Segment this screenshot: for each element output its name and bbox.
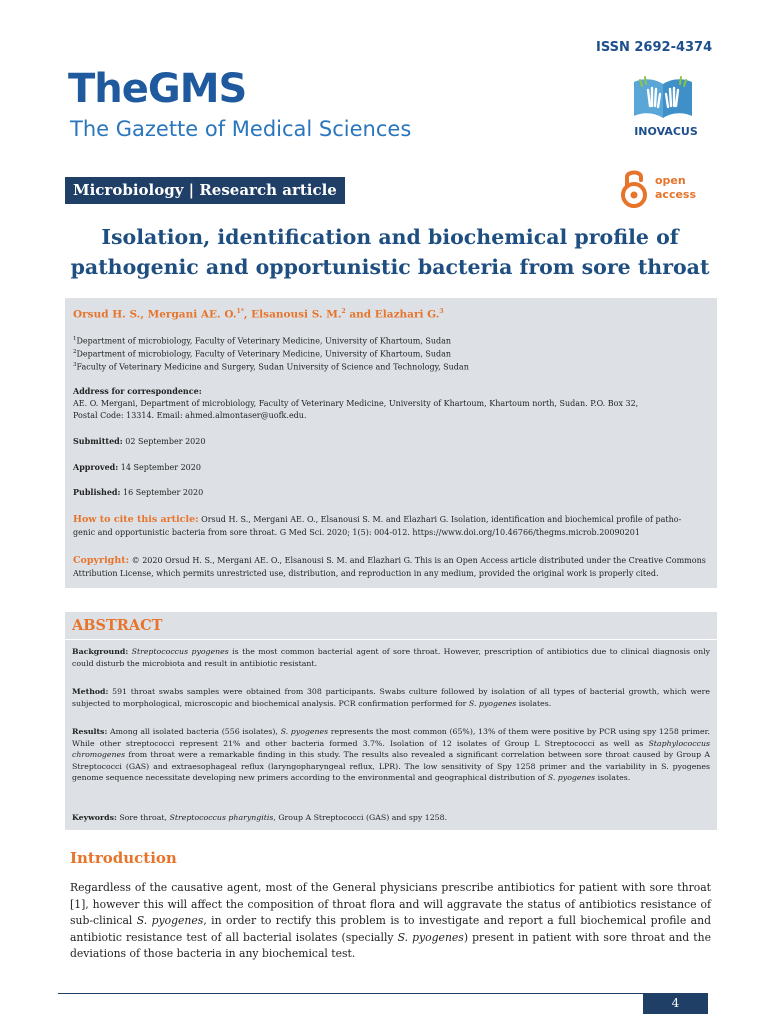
copyright-block	[73, 554, 709, 580]
introduction-heading: Introduction	[70, 849, 177, 867]
correspondence-line-1: AE. O. Mergani, Department of microbiology, Faculty of Veterinary Medicine, University of Khartoum, Khartoum north, Sudan. P.O. Box 32,	[73, 399, 639, 408]
intro-text-2: , in order to rectify this problem is to investigate and report a full biochemical profile and antibiotic resistance test of all bacterial isolates (specially	[70, 914, 711, 944]
journal-subtitle: The Gazette of Medical Sciences	[70, 117, 412, 141]
open-access-text	[655, 174, 696, 202]
copyright-line-2: Attribution License, which permits unrestricted use, distribution, and reproduction in any medium, provided the original work is properly cited.	[73, 569, 659, 578]
abstract-heading: ABSTRACT	[72, 617, 163, 634]
copyright-line-1	[73, 554, 709, 567]
method-end: isolates.	[516, 698, 552, 708]
keywords-label: Keywords:	[72, 813, 117, 822]
published-date	[73, 487, 203, 497]
approved-date	[73, 462, 201, 472]
affiliation-2-sup: 2	[73, 349, 77, 355]
results-end: isolates.	[595, 773, 631, 783]
results-text-3: from throat were a remarkable finding in this study. The results also revealed a significant correlation between sore throat caused by Group A Streptococci (GAS) and extraesophageal reflux (laryngopharyngeal reflux, LPR). The low sensitivity of Spy 1258 primer and the variability in S. pyogenes genome sequence necessitate developing new primers according to the environmental and geographical distribution of	[72, 750, 710, 783]
submitted-label: Submitted:	[73, 436, 123, 446]
affiliation-3-sup: 3	[73, 362, 77, 368]
abstract-results	[72, 726, 710, 784]
footer-divider	[58, 993, 708, 994]
approved-label: Approved:	[73, 462, 119, 472]
results-italic-3: S. pyogenes	[547, 773, 596, 783]
affiliation-2	[73, 349, 451, 359]
article-metadata-box	[65, 298, 717, 588]
open-lock-icon	[621, 168, 647, 208]
method-label: Method:	[72, 687, 109, 696]
results-italic-2: Staphylococcus chromogenes	[72, 738, 710, 760]
introduction-paragraph	[70, 880, 711, 963]
affiliation-2-text: Department of microbiology, Faculty of Veterinary Medicine, University of Khartoum, Sudan	[76, 349, 452, 359]
article-title-line-2: pathogenic and opportunistic bacteria from sore throat	[70, 255, 710, 279]
citation-line-1	[73, 513, 709, 526]
correspondence-label: Address for correspondence:	[73, 386, 202, 396]
intro-italic-1: S. pyogenes	[136, 914, 204, 927]
published-value: 16 September 2020	[120, 488, 204, 497]
author-3: and Elazhari G.	[345, 308, 440, 321]
author-list	[73, 308, 444, 321]
affiliation-3	[73, 362, 469, 372]
affiliation-1-sup: 1	[73, 336, 77, 342]
citation-label: How to cite this article:	[73, 514, 199, 525]
copyright-label: Copyright:	[73, 555, 130, 566]
affiliation-3-text: Faculty of Veterinary Medicine and Surgery, Sudan University of Science and Technology, Sudan	[76, 362, 469, 372]
method-text: 591 throat swabs samples were obtained from 308 participants. Swabs culture followed by isolation of all types of bacterial growth, which were subjected to morphological, microscopic and biochemical analysis. PCR confirmation performed for	[72, 687, 710, 708]
intro-text-1: Regardless of the causative agent, most of the General physicians prescribe antibiotics for patient with sore throat [1], however this will affect the composition of throat flora and will aggravate the status of antibiotics resistance of sub-clinical	[70, 881, 711, 927]
abstract-divider	[65, 639, 717, 640]
journal-logo-text: TheGMS	[68, 66, 247, 112]
background-label: Background:	[72, 647, 129, 656]
submitted-value: 02 September 2020	[122, 437, 206, 446]
open-access-logo	[621, 168, 707, 208]
affiliation-1-text: Department of microbiology, Faculty of Veterinary Medicine, University of Khartoum, Sudan	[76, 336, 452, 346]
method-italic: S. pyogenes	[468, 698, 517, 708]
results-label: Results:	[72, 727, 108, 736]
article-title-line-1: Isolation, identification and biochemical profile of	[101, 225, 679, 249]
background-text: is the most common bacterial agent of sore throat. However, prescription of antibiotics due to clinical diagnosis only could disturb the microbiota and result in antibiotic resistant.	[72, 647, 710, 668]
open-access-line-1: open	[655, 174, 686, 187]
abstract-box	[65, 612, 717, 830]
approved-value: 14 September 2020	[118, 463, 201, 472]
author-1: Orsud H. S., Mergani AE. O.	[73, 308, 237, 321]
abstract-method	[72, 686, 710, 709]
author-3-sup: 3	[439, 308, 444, 315]
open-access-line-2: access	[655, 188, 697, 201]
background-italic: Streptococcus pyogenes	[128, 647, 229, 656]
abstract-keywords	[72, 812, 710, 824]
affiliation-1	[73, 336, 451, 346]
page-number: 4	[643, 993, 708, 1014]
intro-italic-2: S. pyogenes	[397, 930, 464, 944]
author-2-sup: 2	[341, 308, 346, 315]
publisher-logo-icon	[632, 70, 694, 120]
keywords-italic: Streptococcus pharyngitis	[169, 813, 274, 822]
citation-block	[73, 513, 709, 539]
results-text-2: represents the most common (65%), 13% of them were positive by PCR using spy 1258 primer. While other streptococci represent 21% and other bacteria formed 3.7%. Isolation of 12 isolates of Group L Streptococci as well as	[72, 727, 711, 748]
results-italic-1: S. pyogenes	[280, 727, 329, 736]
citation-text-1: Orsud H. S., Mergani AE. O., Elsanousi S. M. and Elazhari G. Isolation, identification and biochemical profile of patho-	[198, 515, 682, 524]
results-text-1: Among all isolated bacteria (556 isolates),	[107, 727, 281, 736]
author-1-sup: 1*	[236, 308, 244, 315]
article-title	[60, 222, 720, 282]
author-2: , Elsanousi S. M.	[243, 308, 342, 321]
published-label: Published:	[73, 487, 121, 497]
citation-line-2: genic and opportunistic bacteria from sore throat. G Med Sci. 2020; 1(5): 004-012. https://www.doi.org/10.46766/thegms.microb.20090201	[73, 528, 640, 537]
intro-text-3: ) present in patient with sore throat and the deviations of those bacteria in any biochemical test.	[70, 930, 711, 960]
keywords-text-1: Sore throat,	[116, 813, 170, 822]
publisher-name: INOVACUS	[634, 125, 698, 138]
issn-label: ISSN 2692-4374	[596, 40, 713, 55]
correspondence-line-2: Postal Code: 13314. Email: ahmed.almontaser@uofk.edu.	[73, 411, 307, 420]
abstract-background	[72, 646, 710, 669]
section-badge: Microbiology | Research article	[65, 177, 345, 204]
submitted-date	[73, 436, 205, 446]
keywords-text-2: , Group A Streptococci (GAS) and spy 1258.	[273, 813, 448, 822]
copyright-text-1: © 2020 Orsud H. S., Mergani AE. O., Elsanousi S. M. and Elazhari G. This is an Open Access article distributed under the Creative Commons	[129, 556, 706, 565]
